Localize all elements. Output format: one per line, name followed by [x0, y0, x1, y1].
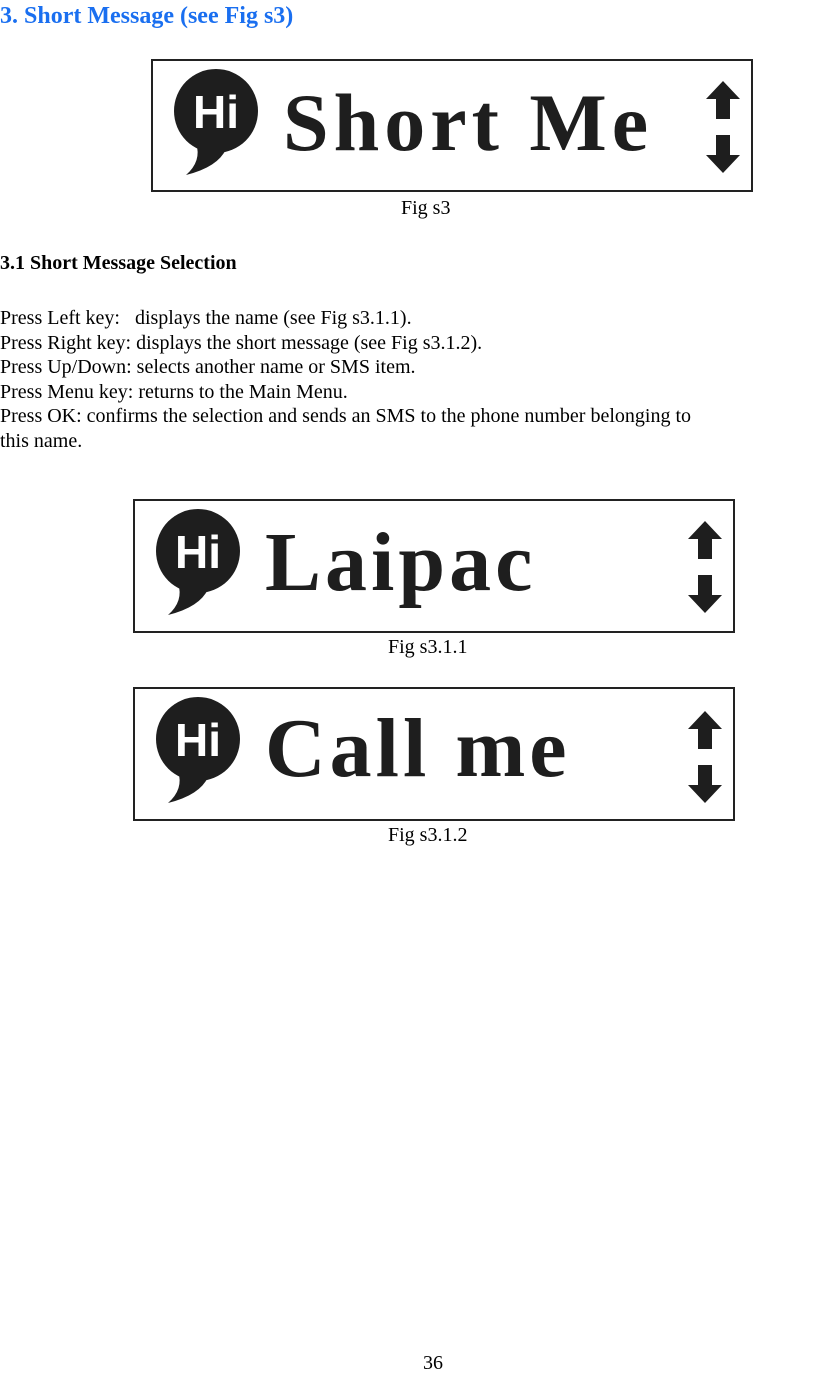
arrow-up-icon — [688, 711, 722, 749]
section-title: 3. Short Message (see Fig s3) — [0, 3, 294, 29]
page-number: 36 — [423, 1352, 443, 1374]
instruction-line: Press Right key: displays the short message (see Fig s3.1.2). — [0, 331, 483, 354]
instruction-line: Press Menu key: returns to the Main Menu. — [0, 380, 348, 403]
arrow-down-icon — [706, 135, 740, 173]
lcd-display-text: Laipac — [265, 516, 537, 609]
hi-speech-bubble-icon — [168, 67, 268, 175]
instructions-text — [0, 306, 839, 453]
lcd-display-figure — [151, 59, 753, 192]
svg-text:Hi: Hi — [193, 86, 239, 138]
instruction-line: Press OK: confirms the selection and sends an SMS to the phone number belonging to — [0, 405, 692, 427]
arrow-down-icon — [688, 575, 722, 613]
svg-text:Hi: Hi — [175, 714, 221, 766]
hi-speech-bubble-icon — [150, 507, 250, 615]
instruction-line: this name. — [0, 429, 83, 452]
figure-caption: Fig s3 — [401, 197, 451, 219]
instruction-line: Press Up/Down: selects another name or SMS item. — [0, 356, 416, 378]
lcd-display-text: Call me — [265, 702, 571, 795]
arrow-up-icon — [688, 521, 722, 559]
lcd-display-figure — [133, 687, 735, 821]
hi-speech-bubble-icon — [150, 695, 250, 803]
svg-text:Hi: Hi — [175, 526, 221, 578]
lcd-display-figure — [133, 499, 735, 633]
scroll-arrows-icon — [688, 711, 722, 803]
scroll-arrows-icon — [688, 521, 722, 613]
arrow-down-icon — [688, 765, 722, 803]
subsection-title: 3.1 Short Message Selection — [0, 252, 237, 274]
scroll-arrows-icon — [706, 81, 740, 173]
figure-caption: Fig s3.1.2 — [388, 824, 468, 846]
instruction-line: Press Left key: displays the name (see Fig s3.1.1). — [0, 307, 412, 329]
arrow-up-icon — [706, 81, 740, 119]
figure-caption: Fig s3.1.1 — [388, 636, 468, 658]
lcd-display-text: Short Me — [283, 77, 654, 168]
